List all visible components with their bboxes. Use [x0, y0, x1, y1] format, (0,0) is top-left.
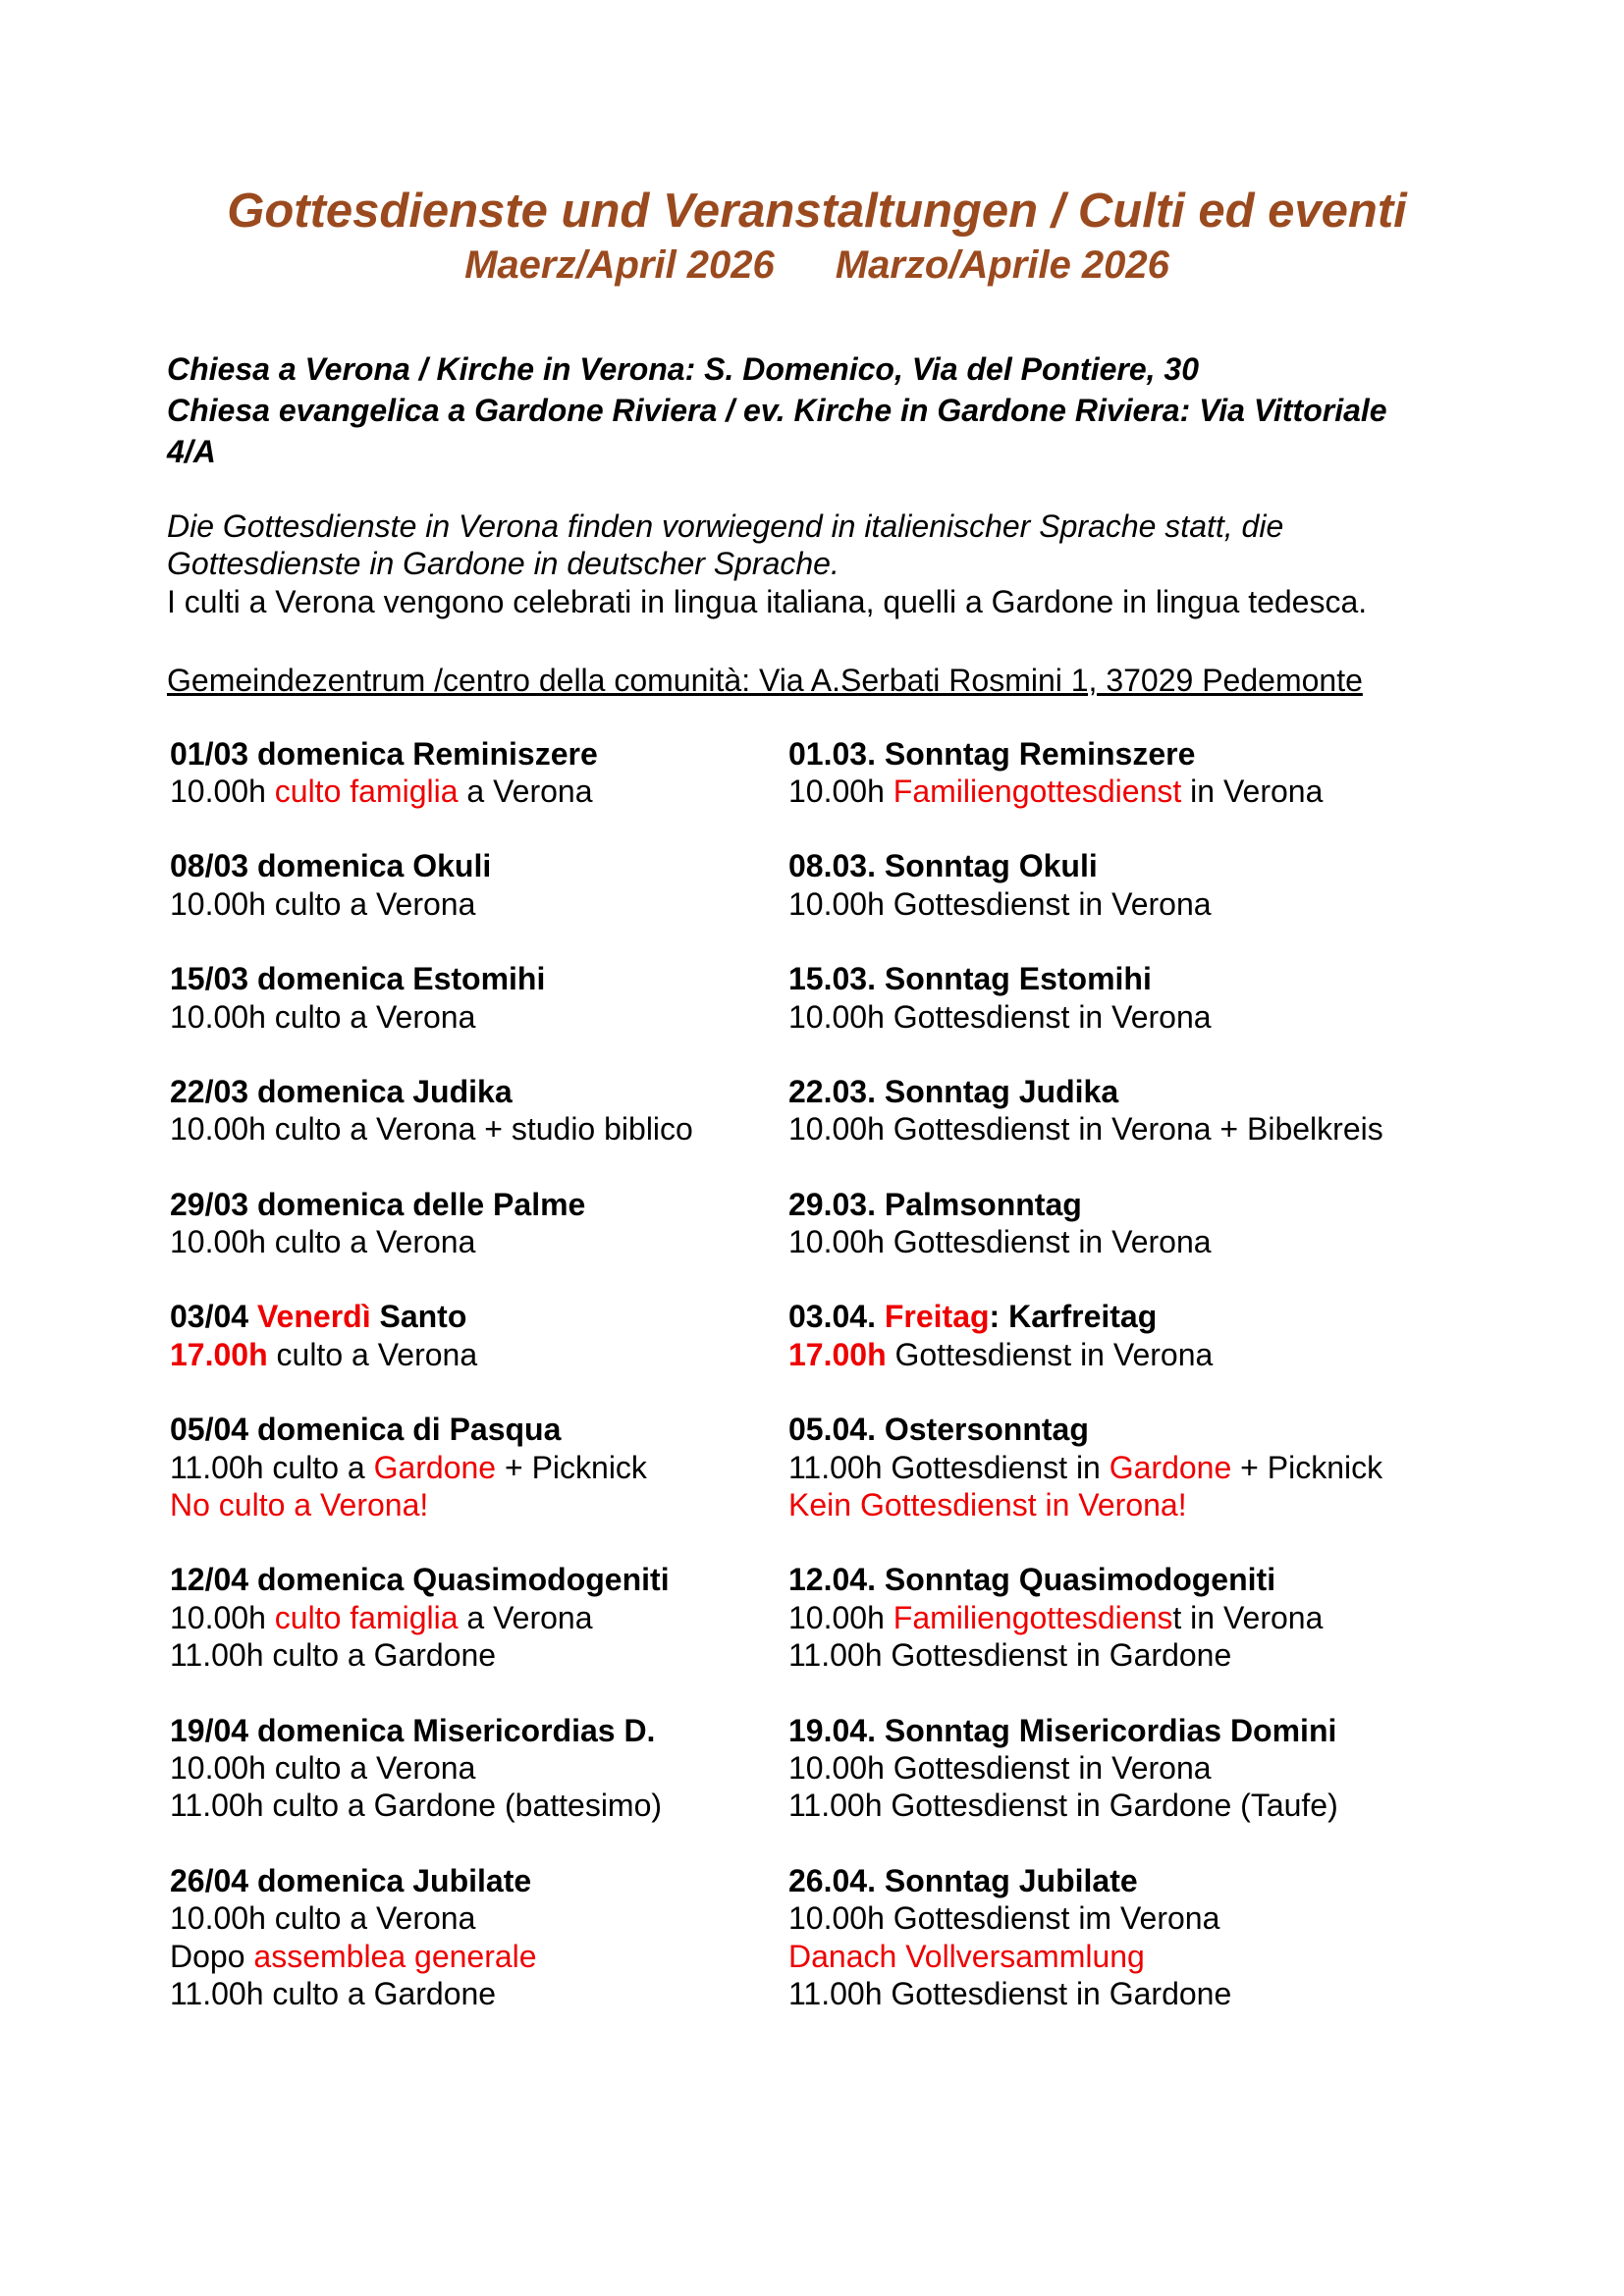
text-segment: 26.04. Sonntag Jubilate [788, 1862, 1138, 1898]
entry-date-line [788, 1186, 1467, 1223]
schedule-row [167, 735, 1467, 811]
text-segment: 26/04 domenica Jubilate [170, 1862, 532, 1898]
text-segment: 22.03. Sonntag Judika [788, 1073, 1119, 1109]
text-segment: Danach Vollversammlung [788, 1938, 1145, 1974]
schedule-row [167, 847, 1467, 923]
title-line-2 [167, 240, 1467, 290]
text-segment: 17.00h [170, 1336, 268, 1372]
text-segment: Gardone [373, 1449, 497, 1485]
schedule-entry-it [167, 1411, 785, 1523]
text-segment: 10.00h Gottesdienst in Verona [788, 1749, 1212, 1786]
entry-detail-line [788, 773, 1467, 810]
entry-detail-line [170, 998, 785, 1036]
schedule-entry-de [785, 1411, 1467, 1523]
entry-date-line [788, 735, 1467, 773]
text-segment: 10.00h Gottesdienst in Verona [788, 1224, 1212, 1260]
text-segment: 10.00h Gottesdienst in Verona [788, 885, 1212, 922]
entry-date-line [170, 1712, 785, 1749]
entry-date-line [170, 1298, 785, 1335]
entry-detail-line [170, 1449, 785, 1486]
text-segment: 10.00h [170, 1599, 275, 1635]
text-segment: 11.00h culto a Gardone [170, 1637, 497, 1674]
address-gardone-line-2: 4/A [167, 434, 216, 469]
schedule-entry-it [167, 1712, 785, 1825]
schedule-entry-it [167, 960, 785, 1036]
text-segment: a Verona [458, 773, 593, 809]
schedule-entry-de [785, 960, 1467, 1036]
language-note-german-line-2: Gottesdienste in Gardone in deutscher Sprache. [167, 546, 839, 582]
schedule-entry-it [167, 1561, 785, 1674]
text-segment: 08/03 domenica Okuli [170, 848, 492, 884]
schedule-entry-it [167, 847, 785, 923]
entry-detail-line [170, 1223, 785, 1260]
text-segment: 17.00h [788, 1336, 887, 1372]
schedule-entry-de [785, 1862, 1467, 2013]
entry-detail-line [788, 1223, 1467, 1260]
schedule-row [167, 1073, 1467, 1148]
document-title [167, 182, 1467, 290]
text-segment: 10.00h culto a Verona [170, 1749, 476, 1786]
text-segment: in Verona [1181, 773, 1324, 809]
entry-detail-line [788, 1975, 1467, 2012]
entry-date-line [788, 1712, 1467, 1749]
language-note [167, 507, 1467, 620]
text-segment: Familiengottesdienst [893, 773, 1182, 809]
entry-detail-line [788, 1749, 1467, 1787]
text-segment: 11.00h culto a Gardone (battesimo) [170, 1788, 663, 1824]
entry-date-line [170, 1411, 785, 1448]
text-segment: 01.03. Sonntag Reminszere [788, 735, 1196, 772]
address-verona-line: Chiesa a Verona / Kirche in Verona: S. Domenico, Via del Pontiere, 30 [167, 351, 1199, 387]
text-segment: 22/03 domenica Judika [170, 1073, 513, 1109]
language-note-italian: I culti a Verona vengono celebrati in lingua italiana, quelli a Gardone in lingua tedesca. [167, 583, 1368, 619]
entry-detail-line [788, 1110, 1467, 1148]
text-segment: 12.04. Sonntag Quasimodogeniti [788, 1562, 1276, 1598]
schedule-row [167, 1298, 1467, 1373]
schedule-row [167, 960, 1467, 1036]
entry-detail-line [170, 1110, 785, 1148]
entry-date-line [788, 1862, 1467, 1899]
text-segment: Familiengottesdiens [893, 1599, 1173, 1635]
entry-detail-line [788, 1938, 1467, 1975]
entry-detail-line [170, 1636, 785, 1674]
entry-date-line [170, 1186, 785, 1223]
schedule-entry-de [785, 735, 1467, 811]
entry-date-line [170, 1073, 785, 1110]
schedule-entry-it [167, 735, 785, 811]
text-segment: 10.00h culto a Verona + studio biblico [170, 1111, 693, 1148]
entry-date-line [170, 1862, 785, 1899]
community-center-line: Gemeindezentrum /centro della comunità: Via A.Serbati Rosmini 1, 37029 Pedemonte [167, 663, 1363, 699]
text-segment: 29/03 domenica delle Palme [170, 1186, 586, 1222]
text-segment: 11.00h culto a Gardone [170, 1975, 497, 2011]
entry-detail-line [788, 1636, 1467, 1674]
church-addresses [167, 348, 1467, 472]
subtitle-german: Maerz/April 2026 [464, 243, 775, 287]
entry-detail-line [788, 1787, 1467, 1824]
schedule-entry-it [167, 1073, 785, 1148]
schedule-row [167, 1411, 1467, 1523]
text-segment: assemblea generale [253, 1938, 537, 1974]
entry-detail-line [170, 773, 785, 810]
text-segment: Gardone [1109, 1449, 1232, 1485]
text-segment: 10.00h Gottesdienst in Verona [788, 998, 1212, 1035]
text-segment: t in Verona [1172, 1599, 1324, 1635]
schedule-entry-de [785, 1712, 1467, 1825]
text-segment: 15.03. Sonntag Estomihi [788, 961, 1152, 997]
text-segment: 29.03. Palmsonntag [788, 1186, 1082, 1222]
entry-date-line [170, 735, 785, 773]
text-segment: 19.04. Sonntag Misericordias Domini [788, 1712, 1337, 1748]
schedule-entry-it [167, 1186, 785, 1261]
text-segment: + Picknick [496, 1449, 647, 1485]
schedule-row [167, 1561, 1467, 1674]
text-segment: Dopo [170, 1938, 254, 1974]
entry-detail-line [788, 885, 1467, 923]
text-segment: 11.00h culto a [170, 1449, 374, 1485]
entry-detail-line [788, 1336, 1467, 1373]
schedule-entry-it [167, 1298, 785, 1373]
text-segment: 03.04. [788, 1299, 885, 1335]
schedule-entry-de [785, 1186, 1467, 1261]
schedule-row [167, 1186, 1467, 1261]
text-segment: culto a Verona [267, 1336, 478, 1372]
text-segment: 10.00h Gottesdienst in Verona + Bibelkreis [788, 1111, 1383, 1148]
entry-date-line [170, 1561, 785, 1598]
text-segment: 11.00h Gottesdienst in Gardone (Taufe) [788, 1788, 1338, 1824]
text-segment: 11.00h Gottesdienst in Gardone [788, 1637, 1232, 1674]
entry-date-line [788, 960, 1467, 997]
text-segment: 10.00h Gottesdienst im Verona [788, 1900, 1220, 1937]
text-segment: No culto a Verona! [170, 1487, 429, 1523]
text-segment: 05.04. Ostersonntag [788, 1412, 1089, 1448]
text-segment: Santo [370, 1299, 467, 1335]
schedule-entry-it [167, 1862, 785, 2013]
address-gardone-line: Chiesa evangelica a Gardone Riviera / ev. Kirche in Gardone Riviera: Via Vittoriale [167, 393, 1387, 428]
text-segment: 12/04 domenica Quasimodogeniti [170, 1562, 670, 1598]
entry-date-line [170, 960, 785, 997]
text-segment: 10.00h [170, 773, 275, 809]
text-segment: 10.00h [788, 1599, 893, 1635]
text-segment: 19/04 domenica Misericordias D. [170, 1712, 656, 1748]
text-segment: 11.00h Gottesdienst in [788, 1449, 1110, 1485]
entry-detail-line [170, 885, 785, 923]
text-segment: 10.00h culto a Verona [170, 885, 476, 922]
entry-detail-line [788, 998, 1467, 1036]
entry-detail-line [170, 1336, 785, 1373]
schedule-entry-de [785, 1073, 1467, 1148]
title-line-1: Gottesdienste und Veranstaltungen / Culti ed eventi [227, 185, 1407, 238]
text-segment: : Karfreitag [989, 1299, 1158, 1335]
entry-date-line [788, 1411, 1467, 1448]
entry-date-line [170, 847, 785, 884]
schedule-row [167, 1712, 1467, 1825]
entry-detail-line [170, 1486, 785, 1523]
text-segment: culto famiglia [274, 1599, 459, 1635]
text-segment: + Picknick [1231, 1449, 1383, 1485]
text-segment: Freitag [884, 1299, 990, 1335]
text-segment: a Verona [458, 1599, 593, 1635]
text-segment: Kein Gottesdienst in Verona! [788, 1487, 1187, 1523]
text-segment: 10.00h culto a Verona [170, 1900, 476, 1937]
entry-detail-line [170, 1899, 785, 1937]
entry-detail-line [788, 1599, 1467, 1636]
text-segment: 10.00h culto a Verona [170, 998, 476, 1035]
entry-date-line [788, 1073, 1467, 1110]
schedule-entry-de [785, 1298, 1467, 1373]
text-segment: 11.00h Gottesdienst in Gardone [788, 1975, 1232, 2011]
entry-date-line [788, 1561, 1467, 1598]
entry-date-line [788, 847, 1467, 884]
text-segment: 08.03. Sonntag Okuli [788, 848, 1098, 884]
entry-detail-line [170, 1787, 785, 1824]
entry-detail-line [170, 1938, 785, 1975]
schedule-entry-de [785, 847, 1467, 923]
text-segment: culto famiglia [274, 773, 459, 809]
schedule-row [167, 1862, 1467, 2013]
entry-detail-line [170, 1599, 785, 1636]
schedule [167, 735, 1467, 2013]
text-segment: Venerdì [256, 1299, 371, 1335]
entry-detail-line [170, 1749, 785, 1787]
entry-detail-line [788, 1486, 1467, 1523]
subtitle-italian: Marzo/Aprile 2026 [835, 243, 1169, 287]
text-segment: 03/04 [170, 1299, 257, 1335]
text-segment: 10.00h [788, 773, 893, 809]
text-segment: 10.00h culto a Verona [170, 1224, 476, 1260]
language-note-german-line-1: Die Gottesdienste in Verona finden vorwiegend in italienischer Sprache statt, die [167, 508, 1284, 544]
text-segment: Gottesdienst in Verona [886, 1336, 1214, 1372]
entry-date-line [788, 1298, 1467, 1335]
schedule-entry-de [785, 1561, 1467, 1674]
text-segment: 01/03 domenica Reminiszere [170, 735, 598, 772]
entry-detail-line [788, 1449, 1467, 1486]
entry-detail-line [788, 1899, 1467, 1937]
entry-detail-line [170, 1975, 785, 2012]
text-segment: 15/03 domenica Estomihi [170, 961, 546, 997]
text-segment: 05/04 domenica di Pasqua [170, 1412, 562, 1448]
